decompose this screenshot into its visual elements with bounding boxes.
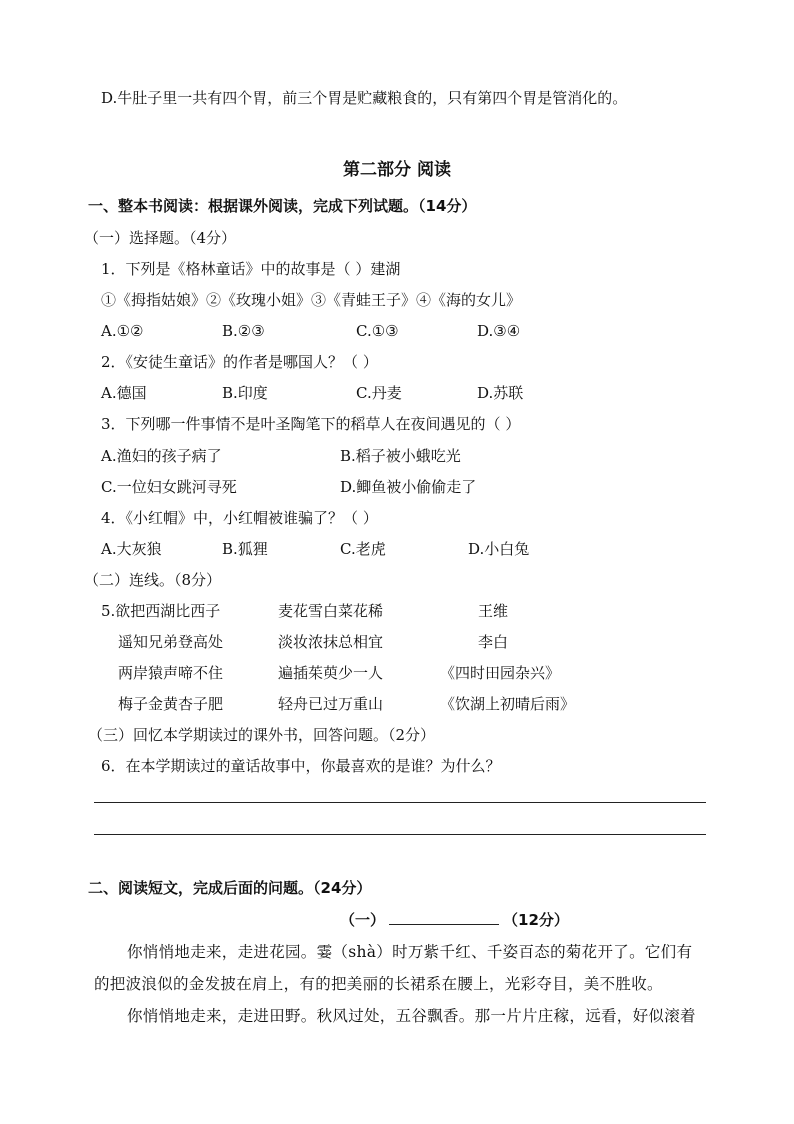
- q2-stem: 2．《安徒生童话》的作者是哪国人？（ ）: [101, 353, 378, 371]
- passage-line: 你悄悄地走来，走进田野。秋风过处，五谷飘香。那一片片庄稼，远看，好似滚着: [127, 1007, 696, 1025]
- match-col3-item: 《四时田园杂兴》: [440, 664, 561, 682]
- match-col2-item: 麦花雪白菜花稀: [278, 602, 384, 620]
- part-title: 第二部分 阅读: [343, 160, 451, 180]
- q4-option-b: B.狐狸: [222, 540, 268, 558]
- match-col3-item: 《饮湖上初晴后雨》: [440, 695, 576, 713]
- match-col1-item: 梅子金黄杏子肥: [118, 695, 224, 713]
- match-col1-item: 两岸猿声啼不住: [118, 664, 224, 682]
- q1-option-c: C.①③: [356, 322, 399, 340]
- q2-option-d: D.苏联: [477, 384, 524, 402]
- q3-option-c: C.一位妇女跳河寻死: [101, 478, 237, 496]
- match-col1-item: 5.欲把西湖比西子: [101, 602, 221, 620]
- title-blank[interactable]: [389, 910, 499, 925]
- passage1-label-right: （12分）: [503, 911, 569, 929]
- match-col2-item: 淡妆浓抹总相宜: [278, 633, 384, 651]
- prev-option-d: D.牛肚子里一共有四个胃，前三个胃是贮藏粮食的，只有第四个胃是管消化的。: [101, 89, 628, 107]
- q4-option-d: D.小白兔: [468, 540, 530, 558]
- q3-option-a: A.渔妇的孩子病了: [101, 447, 222, 465]
- q3-stem: 3．下列哪一件事情不是叶圣陶笔下的稻草人在夜间遇见的（ ）: [101, 415, 521, 433]
- q4-option-a: A.大灰狼: [101, 540, 162, 558]
- sub2-heading: （二）连线。（8分）: [84, 571, 222, 589]
- q1-option-a: A.①②: [101, 322, 144, 340]
- q4-stem: 4．《小红帽》中，小红帽被谁骗了？（ ）: [101, 509, 378, 527]
- section1-heading: 一、整本书阅读：根据课外阅读，完成下列试题。（14分）: [88, 197, 477, 215]
- q3-option-b: B.稻子被小蛾吃光: [340, 447, 461, 465]
- q2-option-a: A.德国: [101, 384, 147, 402]
- q1-option-d: D.③④: [477, 322, 521, 340]
- section2-heading: 二、阅读短文，完成后面的问题。（24分）: [88, 879, 372, 897]
- match-col1-item: 遥知兄弟登高处: [118, 633, 224, 651]
- match-col3-item: 李白: [478, 633, 509, 651]
- match-col3-item: 王维: [478, 602, 509, 620]
- q1-stem: 1．下列是《格林童话》中的故事是（ ）建湖: [101, 260, 401, 278]
- match-col2-item: 轻舟已过万重山: [278, 695, 384, 713]
- passage1-label-left: （一）: [340, 911, 386, 929]
- passage1-title: [340, 910, 569, 930]
- passage-line: 的把波浪似的金发披在肩上，有的把美丽的长裙系在腰上，光彩夺目，美不胜收。: [94, 975, 663, 993]
- answer-line-2[interactable]: [94, 834, 706, 835]
- q2-option-b: B.印度: [222, 384, 268, 402]
- q6-stem: 6．在本学期读过的童话故事中，你最喜欢的是谁？为什么？: [101, 757, 501, 775]
- q3-option-d: D.鲫鱼被小偷偷走了: [340, 478, 477, 496]
- answer-line-1[interactable]: [94, 802, 706, 803]
- sub1-heading: （一）选择题。（4分）: [84, 229, 237, 247]
- q2-option-c: C.丹麦: [356, 384, 402, 402]
- match-col2-item: 遍插茱萸少一人: [278, 664, 384, 682]
- sub3-heading: （三）回忆本学期读过的课外书，回答问题。（2分）: [88, 726, 436, 744]
- q4-option-c: C.老虎: [340, 540, 386, 558]
- passage-line: 你悄悄地走来，走进花园。霎（shà）时万紫千红、千姿百态的菊花开了。它们有: [127, 943, 693, 961]
- q1-option-b: B.②③: [222, 322, 265, 340]
- q1-items: ①《拇指姑娘》②《玫瑰小姐》③《青蛙王子》④《海的女儿》: [101, 291, 522, 309]
